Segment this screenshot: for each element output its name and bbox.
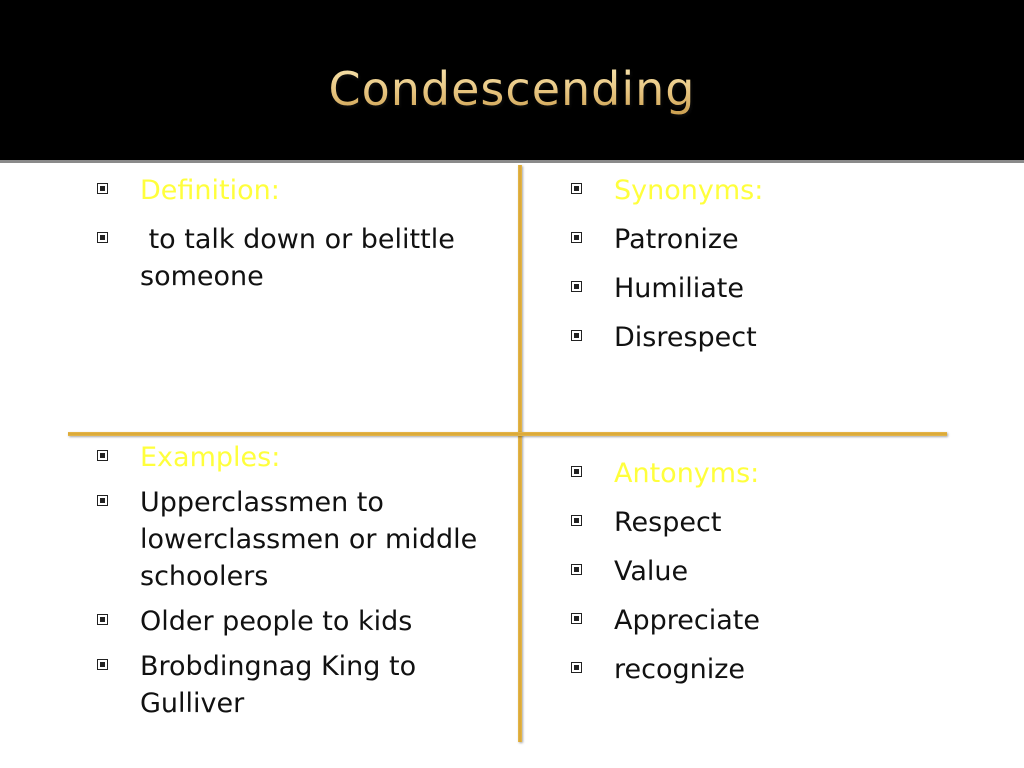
list-item (570, 172, 990, 209)
square-bullet-icon (570, 465, 584, 479)
synonyms-quadrant (570, 172, 990, 368)
square-bullet-icon (96, 658, 110, 672)
square-bullet-icon (570, 514, 584, 528)
synonym-text: Disrespect (614, 322, 757, 353)
vertical-divider (518, 165, 522, 742)
square-bullet-icon (96, 494, 110, 508)
list-item (570, 651, 990, 688)
list-item (96, 484, 506, 595)
examples-quadrant (96, 439, 506, 730)
definition-heading: Definition: (140, 175, 280, 206)
square-bullet-icon (96, 231, 110, 245)
square-bullet-icon (570, 661, 584, 675)
list-item (570, 319, 990, 356)
antonyms-quadrant (570, 455, 990, 700)
definition-text: to talk down or belittle someone (140, 224, 464, 292)
example-text: Brobdingnag King to Gulliver (140, 651, 417, 719)
list-item (96, 439, 506, 476)
title-underline (0, 160, 1024, 163)
antonym-text: Respect (614, 507, 722, 538)
examples-heading: Examples: (140, 442, 281, 473)
square-bullet-icon (570, 280, 584, 294)
square-bullet-icon (570, 612, 584, 626)
list-item (570, 270, 990, 307)
list-item (96, 603, 506, 640)
antonym-text: Value (614, 556, 689, 587)
square-bullet-icon (570, 329, 584, 343)
square-bullet-icon (570, 182, 584, 196)
antonyms-heading: Antonyms: (614, 458, 760, 489)
synonym-text: Patronize (614, 224, 739, 255)
example-text: Upperclassmen to lowerclassmen or middle schoolers (140, 487, 478, 592)
antonym-text: Appreciate (614, 605, 760, 636)
square-bullet-icon (96, 182, 110, 196)
list-item (570, 553, 990, 590)
example-text: Older people to kids (140, 606, 413, 637)
square-bullet-icon (570, 563, 584, 577)
square-bullet-icon (570, 231, 584, 245)
list-item (570, 221, 990, 258)
synonyms-heading: Synonyms: (614, 175, 764, 206)
antonym-text: recognize (614, 654, 746, 685)
slide-title: Condescending (0, 62, 1024, 116)
title-bar (0, 0, 1024, 160)
list-item (96, 648, 506, 722)
square-bullet-icon (96, 613, 110, 627)
definition-quadrant (96, 172, 506, 307)
square-bullet-icon (96, 449, 110, 463)
list-item (96, 221, 506, 295)
list-item (570, 602, 990, 639)
list-item (570, 455, 990, 492)
horizontal-divider (68, 432, 947, 436)
synonym-text: Humiliate (614, 273, 744, 304)
list-item (570, 504, 990, 541)
list-item (96, 172, 506, 209)
